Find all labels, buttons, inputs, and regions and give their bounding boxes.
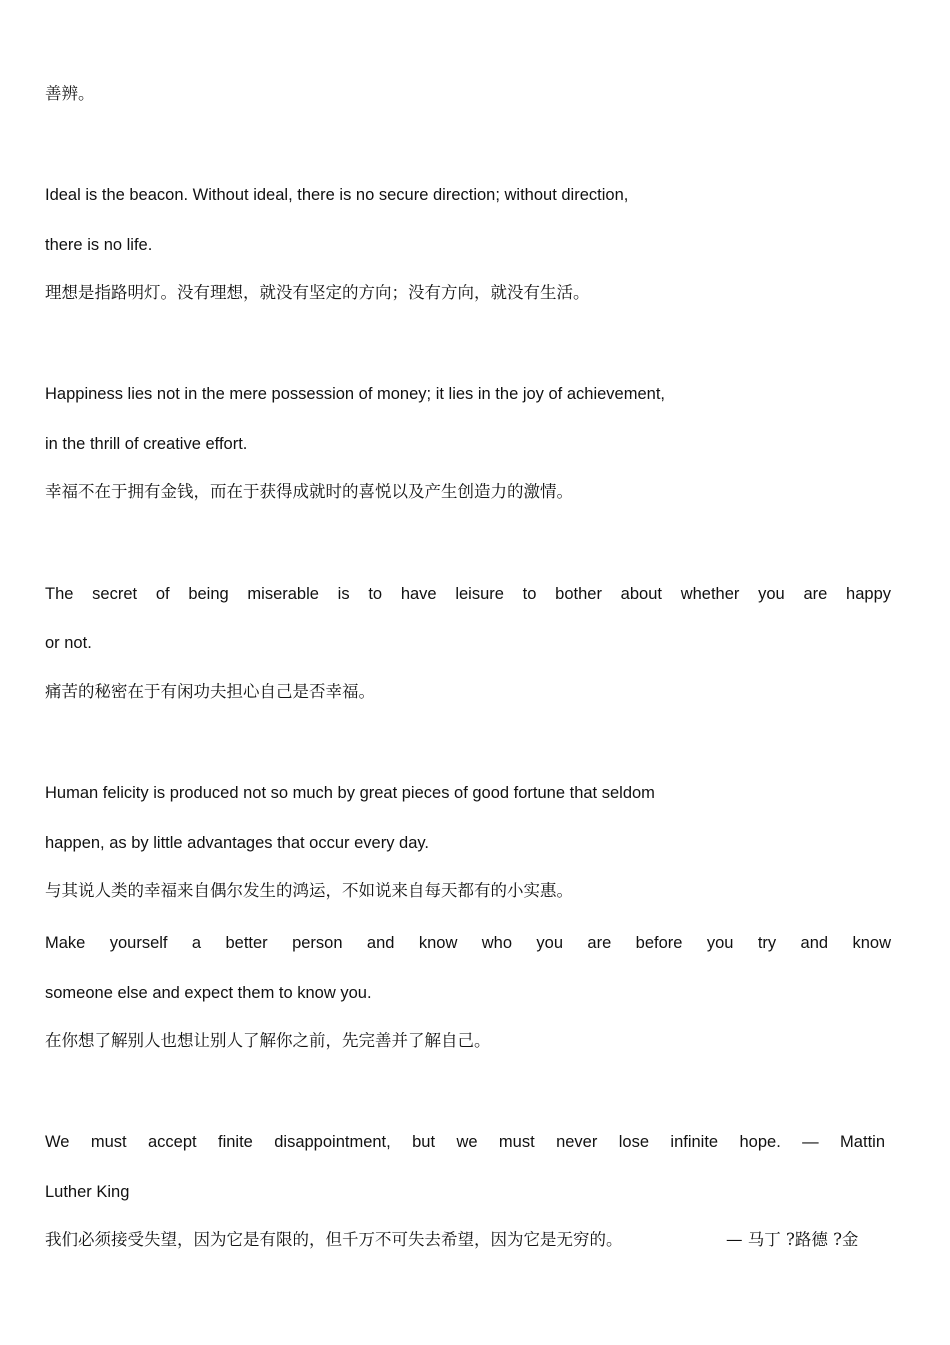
text-line: or not.: [45, 634, 92, 652]
text-line: Make yourself a better person and know who you are before you try and know: [45, 934, 891, 952]
text-line: 理想是指路明灯。没有理想，就没有坚定的方向；没有方向，就没有生活。: [45, 283, 590, 302]
text-line: 幸福不在于拥有金钱，而在于获得成就时的喜悦以及产生创造力的激情。: [45, 482, 573, 501]
text-line: We must accept finite disappointment, but we must never lose infinite hope. — Mattin: [45, 1133, 885, 1151]
attribution: — 马丁 ?路德 ?金: [726, 1230, 859, 1249]
text-line: 在你想了解别人也想让别人了解你之前，先完善并了解自己。: [45, 1031, 491, 1050]
text-line: 与其说人类的幸福来自偶尔发生的鸿运，不如说来自每天都有的小实惠。: [45, 881, 573, 900]
text-line: 痛苦的秘密在于有闲功夫担心自己是否幸福。: [45, 682, 375, 701]
text-line: 善辨。: [45, 84, 95, 103]
text-line: The secret of being miserable is to have leisure to bother about whether you are happy: [45, 585, 891, 603]
text-line: Human felicity is produced not so much by great pieces of good fortune that seldom: [45, 784, 655, 802]
text-line: someone else and expect them to know you.: [45, 984, 372, 1002]
text-line: there is no life.: [45, 236, 153, 254]
text-line: Luther King: [45, 1183, 130, 1201]
text-line: Ideal is the beacon. Without ideal, there is no secure direction; without direction,: [45, 186, 629, 204]
text-line: in the thrill of creative effort.: [45, 435, 248, 453]
text-line: Happiness lies not in the mere possession of money; it lies in the joy of achievement,: [45, 385, 665, 403]
text-line: 我们必须接受失望，因为它是有限的，但千万不可失去希望，因为它是无穷的。: [45, 1230, 623, 1249]
text-line: happen, as by little advantages that occur every day.: [45, 834, 430, 852]
